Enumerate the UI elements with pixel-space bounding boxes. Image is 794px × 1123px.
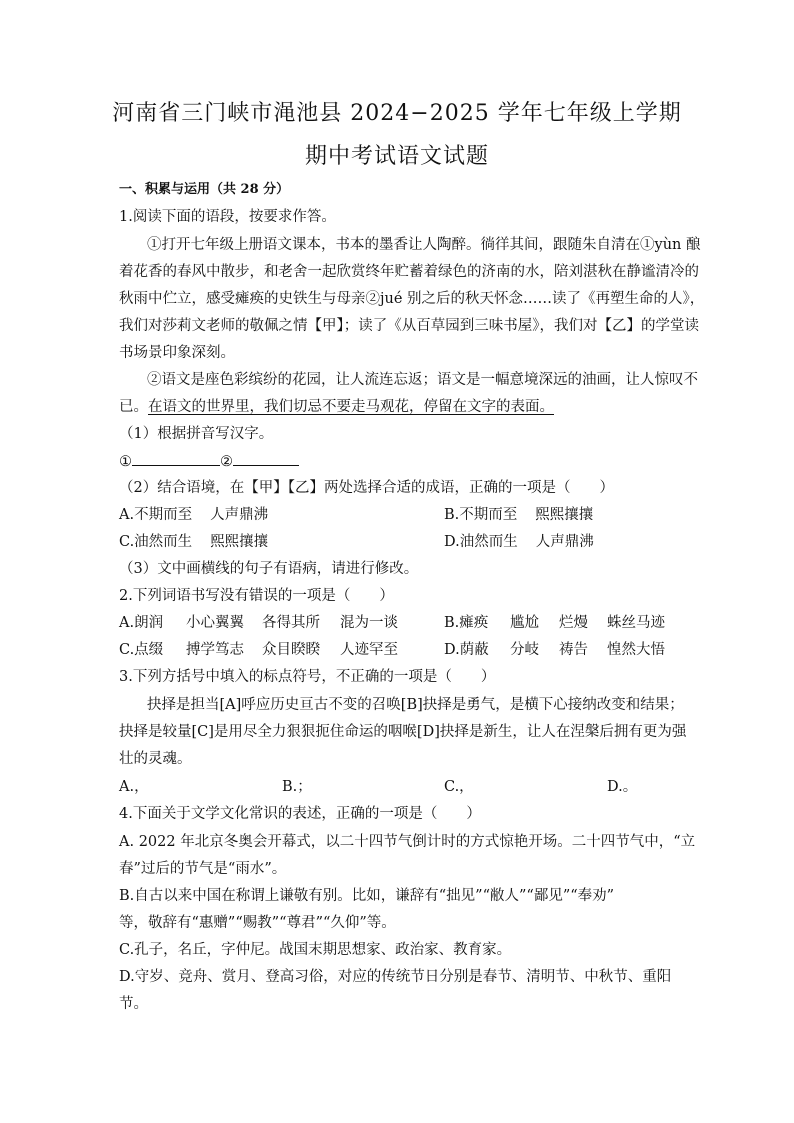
q1-blank-row (119, 451, 684, 472)
q1-sub1: （1）根据拼音写汉字。 (119, 426, 274, 442)
q3-option-b[interactable]: B.； (282, 779, 312, 795)
q1-option-c[interactable]: C.油然而生 熙熙攘攘 (119, 534, 269, 550)
exam-page: 河南省三门峡市渑池县 2024−2025 学年七年级上学期 期中考试语文试题 一、积累与运用（共 28 分） 1.阅读下面的语段，按要求作答。 ①打开七年级上册语文课本，书本的墨香让人陶醉。徜徉其间，跟随朱自清在①yùn 酿 着花香的春风中散步，和老舍一起欣赏终年贮蓄着绿色的济南的水，陪刘湛秋在静谧清冷的 秋雨中伫立，感受瘫痪的史铁生与母亲②jué 别之后的秋天怀念……读了《再塑生命的人》， 我们对莎莉文老师的敬佩之情【甲】；读了《从百草园到三味书屋》，我们对【乙】的学堂读 书场景印象深刻。 ②语文是座色彩缤纷的花园，让人流连忘返；语文是一幅意境深远的油画，让人惊叹不 已。在语文的世界里，我们切忌不要走马观花，停留在文字的表面。 （1）根据拼音写汉字。 ① ② （2）结合语境，在【甲】【乙】两处选择合适的成语，正确的一项是（ ） A.不期而至 人声鼎沸 B.不期而至 熙熙攘攘 C.油然而生 熙熙攘攘 D.油然而生 人声鼎沸 （3）文中画横线的句子有语病，请进行修改。 2.下列词语书写没有错误的一项是（ ） A.朗润 小心翼翼 各得其所 混为一谈 B.瘫痪 尴尬 烂熳 蛛丝马迹 C.点缀 搏学笃志 众目睽睽 人迹罕至 D.荫蔽 分岐 祷告 惶然大悟 3.下列方括号中填入的标点符号，不正确的一项是（ ） 抉择是担当[A]呼应历史亘古不变的召唤[B]抉择是勇气，是横下心接纳改变和结果； 抉择是较量[C]是用尽全力狠狠扼住命运的咽喉[D]抉择是新生，让人在涅槃后拥有更为强 壮的灵魂。 A.， B.； C.， D.。 4.下面关于文学文化常识的表述，正确的一项是（ ） A. 2022 年北京冬奥会开幕式，以二十四节气倒计时的方式惊艳开场。二十四节气中，“立 春”过后的节气是“雨水”。 B.自古以来中国在称谓上谦敬有别。比如，谦辞有“拙见”“敝人”“鄙见”“奉劝” 等，敬辞有“惠赠”“赐教”“尊君”“久仰”等。 C.孔子，名丘，字仲尼。战国末期思想家、政治家、教育家。 D.守岁、竞舟、赏月、登高习俗，对应的传统节日分别是春节、清明节、中秋节、重阳 节。 (0, 0, 794, 1123)
q2-stem: 2.下列词语书写没有错误的一项是（ ） (119, 588, 394, 604)
q1-para2-text: 已。 (119, 399, 148, 415)
q4-option-a-line1[interactable]: A. 2022 年北京冬奥会开幕式，以二十四节气倒计时的方式惊艳开场。二十四节气中，“立 (119, 834, 696, 850)
q1-option-a[interactable]: A.不期而至 人声鼎沸 (119, 507, 269, 523)
q1-para1-line4: 我们对莎莉文老师的敬佩之情【甲】；读了《从百草园到三味书屋》，我们对【乙】的学堂读 (119, 318, 699, 334)
q4-option-c[interactable]: C.孔子，名丘，字仲尼。战国末期思想家、政治家、教育家。 (119, 942, 512, 958)
underlined-sentence: 在语文的世界里，我们切忌不要走马观花，停留在文字的表面。 (148, 399, 554, 415)
q4-option-a-line2: 春”过后的节气是“雨水”。 (119, 861, 287, 877)
q1-para1-line2: 着花香的春风中散步，和老舍一起欣赏终年贮蓄着绿色的济南的水，陪刘湛秋在静谧清冷的 (119, 264, 699, 280)
q3-option-a[interactable]: A.， (119, 779, 149, 795)
q4-option-d-line2: 节。 (119, 996, 148, 1012)
q1-option-b[interactable]: B.不期而至 熙熙攘攘 (444, 507, 594, 523)
q1-para2-line2 (119, 397, 684, 417)
q3-passage-line1: 抉择是担当[A]呼应历史亘古不变的召唤[B]抉择是勇气，是横下心接纳改变和结果； (147, 697, 684, 713)
page-subtitle: 期中考试语文试题 (304, 144, 489, 169)
q1-sub3: （3）文中画横线的句子有语病，请进行修改。 (119, 561, 419, 577)
q1-stem: 1.阅读下面的语段，按要求作答。 (119, 209, 336, 225)
q1-para1-line1: ①打开七年级上册语文课本，书本的墨香让人陶醉。徜徉其间，跟随朱自清在①yùn 酿 (147, 237, 701, 253)
q3-passage-line2: 抉择是较量[C]是用尽全力狠狠扼住命运的咽喉[D]抉择是新生，让人在涅槃后拥有更为强 (119, 724, 687, 740)
q1-para2-line1: ②语文是座色彩缤纷的花园，让人流连忘返；语文是一幅意境深远的油画，让人惊叹不 (147, 372, 698, 388)
q4-option-b-line1[interactable]: B.自古以来中国在称谓上谦敬有别。比如，谦辞有“拙见”“敝人”“鄙见”“奉劝” (119, 888, 615, 904)
q3-passage-line3: 壮的灵魂。 (119, 751, 192, 767)
q1-sub2: （2）结合语境，在【甲】【乙】两处选择合适的成语，正确的一项是（ ） (119, 480, 614, 496)
q1-para1-line3: 秋雨中伫立，感受瘫痪的史铁生与母亲②jué 别之后的秋天怀念……读了《再塑生命的人》， (119, 291, 705, 307)
q4-option-b-line2: 等，敬辞有“惠赠”“赐教”“尊君”“久仰”等。 (119, 915, 396, 931)
q1-option-d[interactable]: D.油然而生 人声鼎沸 (444, 534, 594, 550)
page-title: 河南省三门峡市渑池县 2024−2025 学年七年级上学期 (112, 101, 682, 126)
q3-option-c[interactable]: C.， (444, 779, 474, 795)
blank-mark-2: ② (220, 454, 233, 470)
q4-option-d-line1[interactable]: D.守岁、竞舟、赏月、登高习俗，对应的传统节日分别是春节、清明节、中秋节、重阳 (119, 969, 672, 985)
q1-para1-line5: 书场景印象深刻。 (119, 345, 235, 361)
section-heading: 一、积累与运用（共 28 分） (119, 182, 290, 197)
q3-stem: 3.下列方括号中填入的标点符号，不正确的一项是（ ） (119, 669, 496, 685)
q3-option-d[interactable]: D.。 (607, 779, 638, 795)
answer-blank-1[interactable] (132, 451, 220, 466)
blank-mark-1: ① (119, 454, 132, 470)
answer-blank-2[interactable] (233, 451, 299, 466)
q4-stem: 4.下面关于文学文化常识的表述，正确的一项是（ ） (119, 806, 481, 822)
